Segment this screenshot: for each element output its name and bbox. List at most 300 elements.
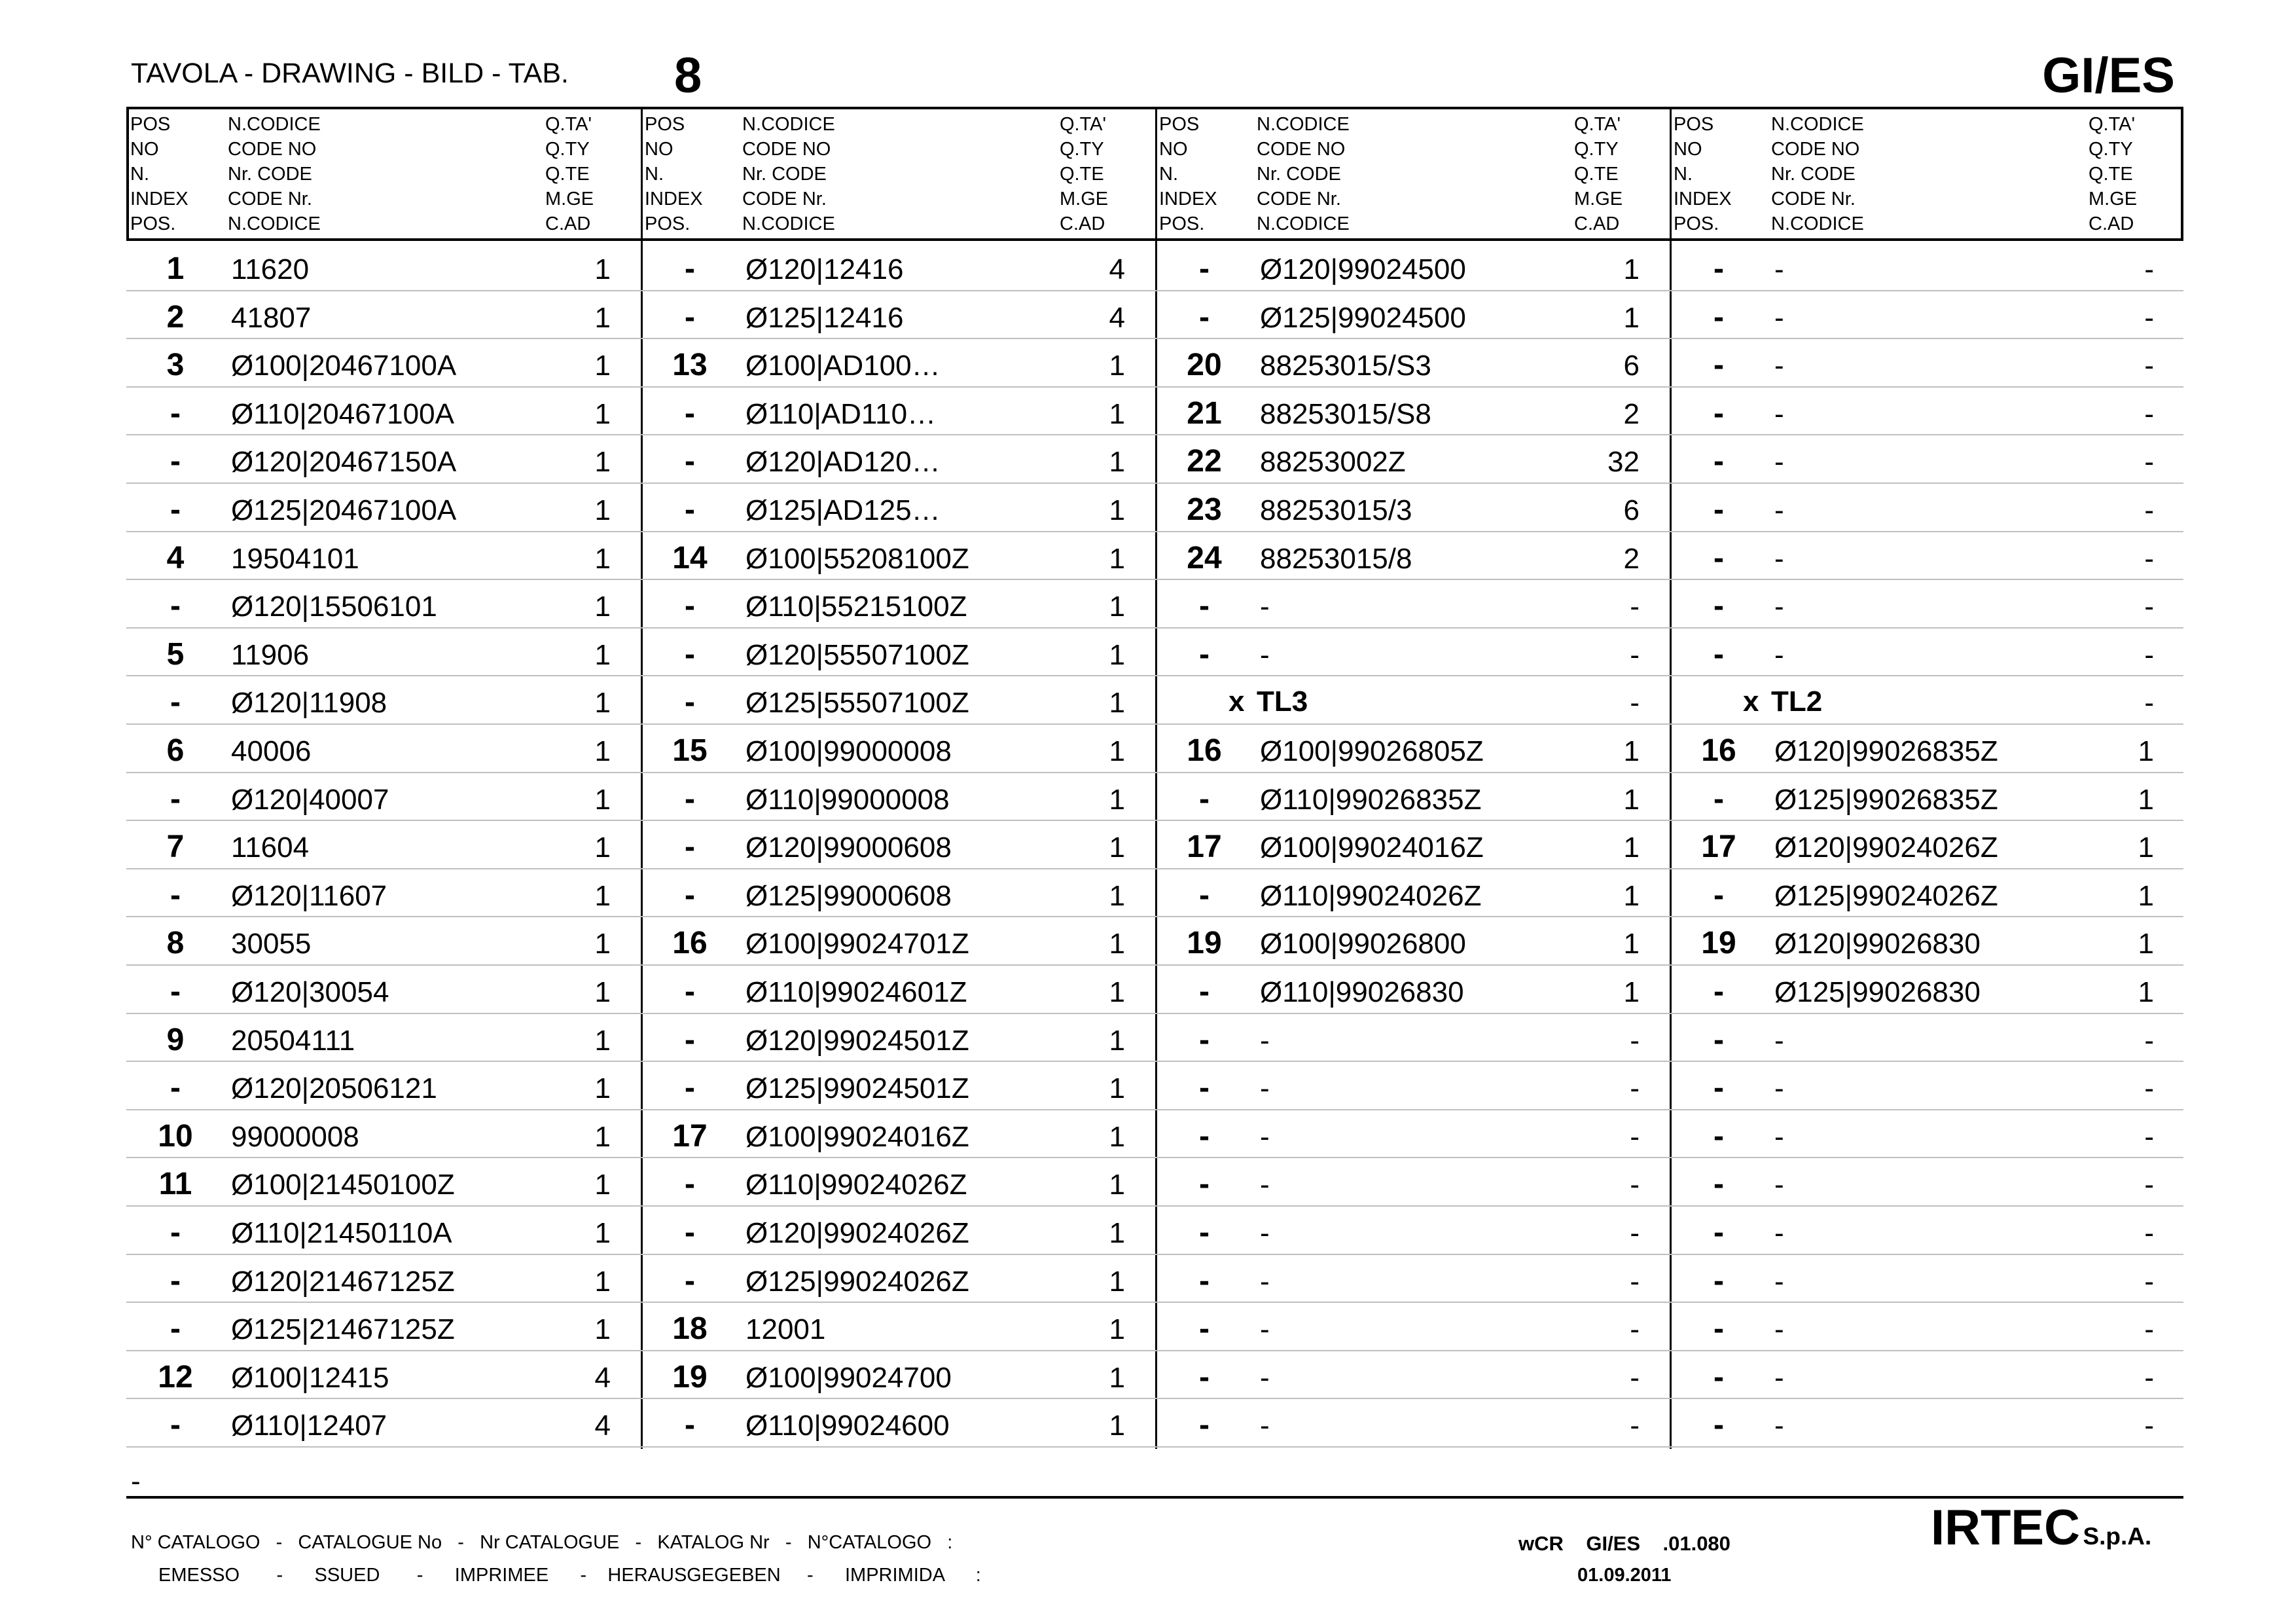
position-number: -	[170, 685, 181, 720]
position-number: 10	[158, 1118, 193, 1154]
position-number: -	[685, 1408, 695, 1443]
catalogue-label: N° CATALOGO - CATALOGUE No - Nr CATALOGUE - KATALOG Nr - N°CATALOGO :	[131, 1532, 953, 1553]
quantity: -	[1630, 638, 1640, 671]
quantity: 1	[1109, 397, 1125, 430]
quantity: 1	[2138, 928, 2154, 960]
position-number: -	[1713, 589, 1724, 624]
part-code: Ø110|21450110A	[231, 1217, 452, 1249]
part-code: 88253015/8	[1260, 542, 1412, 575]
quantity: 1	[1109, 735, 1125, 767]
quantity: 4	[1109, 253, 1125, 285]
row-divider	[126, 964, 2183, 966]
position-number: -	[1199, 1263, 1210, 1298]
position-number: -	[170, 877, 181, 913]
quantity: -	[2144, 1072, 2154, 1105]
position-number: -	[1199, 1022, 1210, 1057]
part-code: Ø110|99024026Z	[745, 1169, 967, 1201]
company-logo	[1931, 1499, 2151, 1556]
quantity: 1	[1623, 735, 1640, 767]
row-divider	[126, 627, 2183, 629]
row-divider	[126, 1061, 2183, 1062]
position-number: -	[685, 636, 695, 672]
quantity: 1	[594, 879, 611, 912]
quantity: -	[2144, 1120, 2154, 1153]
position-number: 24	[1187, 540, 1222, 575]
quantity: 1	[594, 1169, 611, 1201]
row-divider	[126, 531, 2183, 532]
position-number: -	[1713, 492, 1724, 527]
position-number: -	[170, 1311, 181, 1347]
quantity: 1	[594, 1313, 611, 1346]
part-code: -	[1774, 1410, 1784, 1442]
issued-label: EMESSO - SSUED - IMPRIMEE - HERAUSGEGEBEN - IMPRIMIDA :	[158, 1565, 981, 1586]
quantity: 1	[1109, 638, 1125, 671]
quantity: 1	[594, 687, 611, 720]
row-divider	[126, 1446, 2183, 1448]
part-code: -	[1774, 446, 1784, 479]
part-code: Ø100|12415	[231, 1361, 389, 1394]
quantity: 1	[1109, 783, 1125, 816]
quantity: -	[2144, 446, 2154, 479]
part-code: Ø100|55208100Z	[745, 542, 969, 575]
quantity: 1	[594, 397, 611, 430]
position-number: 21	[1187, 395, 1222, 431]
part-code: Ø125|55507100Z	[745, 687, 969, 720]
position-number: -	[170, 492, 181, 527]
part-code: Ø120|99026830	[1774, 928, 1981, 960]
part-code: Ø110|99026835Z	[1260, 783, 1482, 816]
quantity: -	[1630, 1072, 1640, 1105]
part-code: Ø125|20467100A	[231, 494, 457, 526]
position-number: -	[1199, 299, 1210, 335]
position-number: 11	[158, 1167, 192, 1202]
header-code: N.CODICE CODE NO Nr. CODE CODE Nr. N.CODICE	[1257, 114, 1350, 234]
position-number: 16	[672, 926, 708, 961]
quantity: 1	[594, 976, 611, 1008]
position-number: -	[1199, 251, 1210, 286]
group-separator	[1155, 107, 1157, 1449]
footer-divider	[126, 1496, 2183, 1499]
part-code: Ø125|21467125Z	[231, 1313, 455, 1346]
row-divider	[126, 1013, 2183, 1014]
page-title: TAVOLA - DRAWING - BILD - TAB.	[131, 58, 569, 89]
part-code: Ø110|AD110…	[745, 397, 937, 430]
position-number: -	[1713, 1263, 1724, 1298]
header-pos: POS NO N. INDEX POS.	[1159, 114, 1217, 234]
quantity: 32	[1607, 446, 1640, 479]
model-code: GI/ES	[2042, 48, 2175, 103]
quantity: -	[2144, 1169, 2154, 1201]
quantity: 1	[2138, 879, 2154, 912]
quantity: 4	[594, 1361, 611, 1394]
position-number: 16	[1701, 733, 1736, 768]
position-number: 17	[1187, 830, 1222, 865]
part-code: Ø110|99024601Z	[745, 976, 967, 1008]
quantity: 1	[1109, 976, 1125, 1008]
part-code: Ø125|99026835Z	[1774, 783, 1998, 816]
position-number: -	[1713, 781, 1724, 816]
position-number: -	[1199, 636, 1210, 672]
part-code: Ø110|99024600	[745, 1410, 950, 1442]
quantity: 1	[594, 1265, 611, 1298]
header-code: N.CODICE CODE NO Nr. CODE CODE Nr. N.CODICE	[228, 114, 321, 234]
group-separator	[641, 107, 643, 1449]
part-code: Ø100|99024701Z	[745, 928, 969, 960]
quantity: 6	[1623, 494, 1640, 526]
kit-label: TL2	[1771, 685, 1823, 718]
position-number: 17	[1701, 830, 1736, 865]
position-number: -	[685, 877, 695, 913]
part-code: 11906	[231, 638, 310, 671]
part-code: 30055	[231, 928, 312, 960]
quantity: 1	[1109, 1313, 1125, 1346]
part-code: Ø100|21450100Z	[231, 1169, 455, 1201]
quantity: -	[2144, 638, 2154, 671]
quantity: -	[2144, 1024, 2154, 1057]
quantity: 1	[594, 253, 611, 285]
part-code: 88253015/S3	[1260, 350, 1431, 382]
quantity: -	[2144, 494, 2154, 526]
position-number: -	[685, 589, 695, 624]
position-number: 13	[672, 348, 708, 383]
part-code: Ø110|99024026Z	[1260, 879, 1482, 912]
quantity: 1	[594, 350, 611, 382]
header-code: N.CODICE CODE NO Nr. CODE CODE Nr. N.CODICE	[1771, 114, 1864, 234]
row-divider	[126, 434, 2183, 435]
quantity: -	[2144, 1410, 2154, 1442]
quantity: -	[2144, 1313, 2154, 1346]
company-suffix: S.p.A.	[2083, 1523, 2152, 1550]
quantity: 1	[2138, 783, 2154, 816]
part-code: Ø120|30054	[231, 976, 389, 1008]
quantity: 1	[594, 1217, 611, 1249]
position-number: -	[170, 1408, 181, 1443]
position-number: 4	[166, 540, 185, 575]
quantity: -	[2144, 1361, 2154, 1394]
position-number: -	[685, 781, 695, 816]
position-number: -	[1713, 348, 1724, 383]
quantity: -	[2144, 397, 2154, 430]
part-code: 11604	[231, 831, 310, 864]
quantity: 4	[1109, 301, 1125, 334]
part-code: Ø100|20467100A	[231, 350, 457, 382]
issue-date: 01.09.2011	[1577, 1565, 1672, 1586]
quantity: 1	[594, 783, 611, 816]
quantity: -	[1630, 1313, 1640, 1346]
quantity: 1	[594, 301, 611, 334]
position-number: 9	[166, 1022, 185, 1057]
quantity: -	[2144, 350, 2154, 382]
part-code: -	[1260, 1072, 1270, 1105]
row-divider	[126, 1254, 2183, 1255]
quantity: 1	[1623, 831, 1640, 864]
quantity: 4	[594, 1410, 611, 1442]
quantity: 1	[594, 1072, 611, 1105]
position-number: -	[1713, 251, 1724, 286]
quantity: 1	[1109, 350, 1125, 382]
part-code: Ø120|AD120…	[745, 446, 941, 479]
row-divider	[126, 1350, 2183, 1351]
position-number: -	[170, 974, 181, 1009]
quantity: -	[1630, 1361, 1640, 1394]
part-code: Ø125|AD125…	[745, 494, 941, 526]
part-code: -	[1260, 1361, 1270, 1394]
row-divider	[126, 820, 2183, 821]
position-number: 19	[1187, 926, 1222, 961]
part-code: -	[1774, 1072, 1784, 1105]
quantity: 1	[594, 638, 611, 671]
position-number: -	[1713, 974, 1724, 1009]
part-code: Ø120|99026835Z	[1774, 735, 1998, 767]
quantity: -	[1630, 591, 1640, 623]
part-code: -	[1260, 1265, 1270, 1298]
part-code: Ø110|99000008	[745, 783, 950, 816]
quantity: 1	[1109, 687, 1125, 720]
position-number: 20	[1187, 348, 1222, 383]
part-code: Ø125|99024500	[1260, 301, 1466, 334]
part-code: Ø110|55215100Z	[745, 591, 967, 623]
part-code: 88253002Z	[1260, 446, 1406, 479]
row-divider	[126, 675, 2183, 676]
quantity: 1	[594, 542, 611, 575]
quantity: 1	[1623, 928, 1640, 960]
position-number: -	[685, 395, 695, 431]
position-number: 16	[1187, 733, 1222, 768]
part-code: -	[1774, 591, 1784, 623]
position-number: -	[1199, 1311, 1210, 1347]
row-divider	[126, 723, 2183, 725]
row-divider	[126, 386, 2183, 388]
part-code: -	[1774, 1169, 1784, 1201]
quantity: 2	[1623, 397, 1640, 430]
part-code: -	[1260, 1217, 1270, 1249]
quantity: -	[1630, 1410, 1640, 1442]
position-number: -	[1713, 1167, 1724, 1202]
position-number: -	[1199, 974, 1210, 1009]
part-code: 88253015/S8	[1260, 397, 1431, 430]
part-code: Ø120|20506121	[231, 1072, 437, 1105]
row-divider	[126, 338, 2183, 339]
kit-marker: x	[1743, 685, 1759, 718]
quantity: 1	[2138, 735, 2154, 767]
position-number: -	[1713, 395, 1724, 431]
row-divider	[126, 1157, 2183, 1158]
part-code: -	[1774, 638, 1784, 671]
position-number: -	[685, 685, 695, 720]
part-code: -	[1774, 301, 1784, 334]
quantity: 1	[1109, 1024, 1125, 1057]
position-number: -	[1713, 636, 1724, 672]
position-number: 19	[1701, 926, 1736, 961]
part-code: -	[1260, 1410, 1270, 1442]
header-pos: POS NO N. INDEX POS.	[130, 114, 188, 234]
header-qty: Q.TA' Q.TY Q.TE M.GE C.AD	[1574, 114, 1623, 234]
part-code: 20504111	[231, 1024, 355, 1057]
row-divider	[126, 772, 2183, 773]
position-number: -	[685, 1022, 695, 1057]
part-code: 99000008	[231, 1120, 359, 1153]
part-code: Ø120|15506101	[231, 591, 437, 623]
part-code: -	[1260, 1024, 1270, 1057]
part-code: Ø120|12416	[745, 253, 904, 285]
quantity: 1	[2138, 831, 2154, 864]
position-number: -	[1199, 1070, 1210, 1106]
part-code: 41807	[231, 301, 312, 334]
quantity: -	[2144, 301, 2154, 334]
part-code: Ø100|AD100…	[745, 350, 941, 382]
quantity: 1	[1623, 783, 1640, 816]
part-code: -	[1260, 1313, 1270, 1346]
position-number: 18	[672, 1311, 708, 1347]
position-number: -	[685, 299, 695, 335]
header-qty: Q.TA' Q.TY Q.TE M.GE C.AD	[545, 114, 594, 234]
part-code: Ø125|99000608	[745, 879, 952, 912]
quantity: 1	[1109, 446, 1125, 479]
kit-label: TL3	[1257, 685, 1308, 718]
part-code: 19504101	[231, 542, 359, 575]
part-code: Ø120|40007	[231, 783, 389, 816]
part-code: 88253015/3	[1260, 494, 1412, 526]
position-number: 7	[166, 830, 185, 865]
position-number: 3	[166, 348, 185, 383]
quantity: 1	[1109, 1072, 1125, 1105]
part-code: -	[1774, 1361, 1784, 1394]
part-code: Ø110|20467100A	[231, 397, 454, 430]
position-number: -	[1713, 1311, 1724, 1347]
part-code: 11620	[231, 253, 310, 285]
position-number: -	[685, 1167, 695, 1202]
position-number: -	[170, 1070, 181, 1106]
position-number: -	[1713, 1408, 1724, 1443]
row-divider	[126, 868, 2183, 869]
row-divider	[126, 290, 2183, 291]
position-number: 23	[1187, 492, 1222, 527]
position-number: -	[1713, 299, 1724, 335]
part-code: Ø100|99024016Z	[1260, 831, 1484, 864]
part-code: Ø125|99024026Z	[745, 1265, 969, 1298]
position-number: -	[685, 830, 695, 865]
quantity: -	[1630, 1217, 1640, 1249]
quantity: -	[1630, 1120, 1640, 1153]
trailing-mark: -	[131, 1465, 141, 1497]
quantity: 1	[1109, 1120, 1125, 1153]
part-code: Ø120|11908	[231, 687, 387, 720]
row-divider	[126, 579, 2183, 580]
quantity: -	[2144, 1217, 2154, 1249]
part-code: -	[1774, 350, 1784, 382]
quantity: 1	[594, 1120, 611, 1153]
part-code: Ø100|99026800	[1260, 928, 1466, 960]
part-code: Ø120|99024500	[1260, 253, 1466, 285]
part-code: Ø120|21467125Z	[231, 1265, 455, 1298]
part-code: Ø120|20467150A	[231, 446, 457, 479]
part-code: Ø120|99000608	[745, 831, 952, 864]
quantity: 1	[594, 1024, 611, 1057]
position-number: -	[1199, 781, 1210, 816]
part-code: Ø100|99024016Z	[745, 1120, 969, 1153]
quantity: 1	[1109, 1169, 1125, 1201]
position-number: 5	[166, 636, 185, 672]
position-number: -	[1713, 1215, 1724, 1250]
quantity: 1	[1623, 976, 1640, 1008]
position-number: -	[1713, 540, 1724, 575]
quantity: 1	[594, 494, 611, 526]
quantity: -	[1630, 1169, 1640, 1201]
part-code: Ø100|99024700	[745, 1361, 952, 1394]
kit-marker: x	[1229, 685, 1245, 718]
quantity: -	[2144, 1265, 2154, 1298]
quantity: 1	[1109, 928, 1125, 960]
quantity: 1	[1109, 1361, 1125, 1394]
position-number: -	[170, 395, 181, 431]
position-number: -	[170, 1215, 181, 1250]
position-number: 2	[166, 299, 185, 335]
quantity: 1	[1109, 879, 1125, 912]
position-number: -	[685, 492, 695, 527]
document-code: wCR GI/ES .01.080	[1518, 1532, 1731, 1555]
quantity: 1	[594, 446, 611, 479]
quantity: 1	[1109, 1410, 1125, 1442]
position-number: 6	[166, 733, 185, 768]
header-qty: Q.TA' Q.TY Q.TE M.GE C.AD	[1060, 114, 1109, 234]
part-code: -	[1774, 542, 1784, 575]
position-number: -	[685, 1070, 695, 1106]
part-code: -	[1774, 253, 1784, 285]
position-number: -	[170, 781, 181, 816]
position-number: 17	[672, 1118, 708, 1154]
quantity: -	[2144, 253, 2154, 285]
part-code: -	[1774, 494, 1784, 526]
part-code: Ø100|99026805Z	[1260, 735, 1484, 767]
quantity: 1	[1109, 1217, 1125, 1249]
part-code: -	[1260, 591, 1270, 623]
table-number: 8	[674, 48, 702, 103]
part-code: Ø120|99024026Z	[745, 1217, 969, 1249]
position-number: -	[170, 1263, 181, 1298]
quantity: -	[1630, 1024, 1640, 1057]
quantity: 6	[1623, 350, 1640, 382]
quantity: -	[1630, 1265, 1640, 1298]
part-code: Ø120|55507100Z	[745, 638, 969, 671]
position-number: -	[1713, 1118, 1724, 1154]
position-number: -	[1713, 1070, 1724, 1106]
position-number: -	[1199, 877, 1210, 913]
position-number: -	[1199, 1359, 1210, 1395]
quantity: 1	[1623, 879, 1640, 912]
row-divider	[126, 1302, 2183, 1303]
position-number: -	[1713, 1022, 1724, 1057]
position-number: 12	[158, 1359, 193, 1395]
header-code: N.CODICE CODE NO Nr. CODE CODE Nr. N.CODICE	[742, 114, 835, 234]
position-number: -	[685, 974, 695, 1009]
part-code: -	[1774, 1024, 1784, 1057]
part-code: Ø110|99026830	[1260, 976, 1464, 1008]
header-qty: Q.TA' Q.TY Q.TE M.GE C.AD	[2089, 114, 2138, 234]
parts-table	[126, 107, 2183, 1449]
part-code: -	[1774, 1265, 1784, 1298]
position-number: -	[1713, 1359, 1724, 1395]
quantity: 1	[594, 831, 611, 864]
position-number: 15	[672, 733, 708, 768]
position-number: 1	[166, 251, 185, 286]
quantity: 1	[1109, 1265, 1125, 1298]
quantity: -	[2144, 591, 2154, 623]
part-code: 40006	[231, 735, 312, 767]
part-code: Ø125|99024026Z	[1774, 879, 1998, 912]
row-divider	[126, 916, 2183, 917]
part-code: Ø110|12407	[231, 1410, 387, 1442]
position-number: -	[685, 1263, 695, 1298]
